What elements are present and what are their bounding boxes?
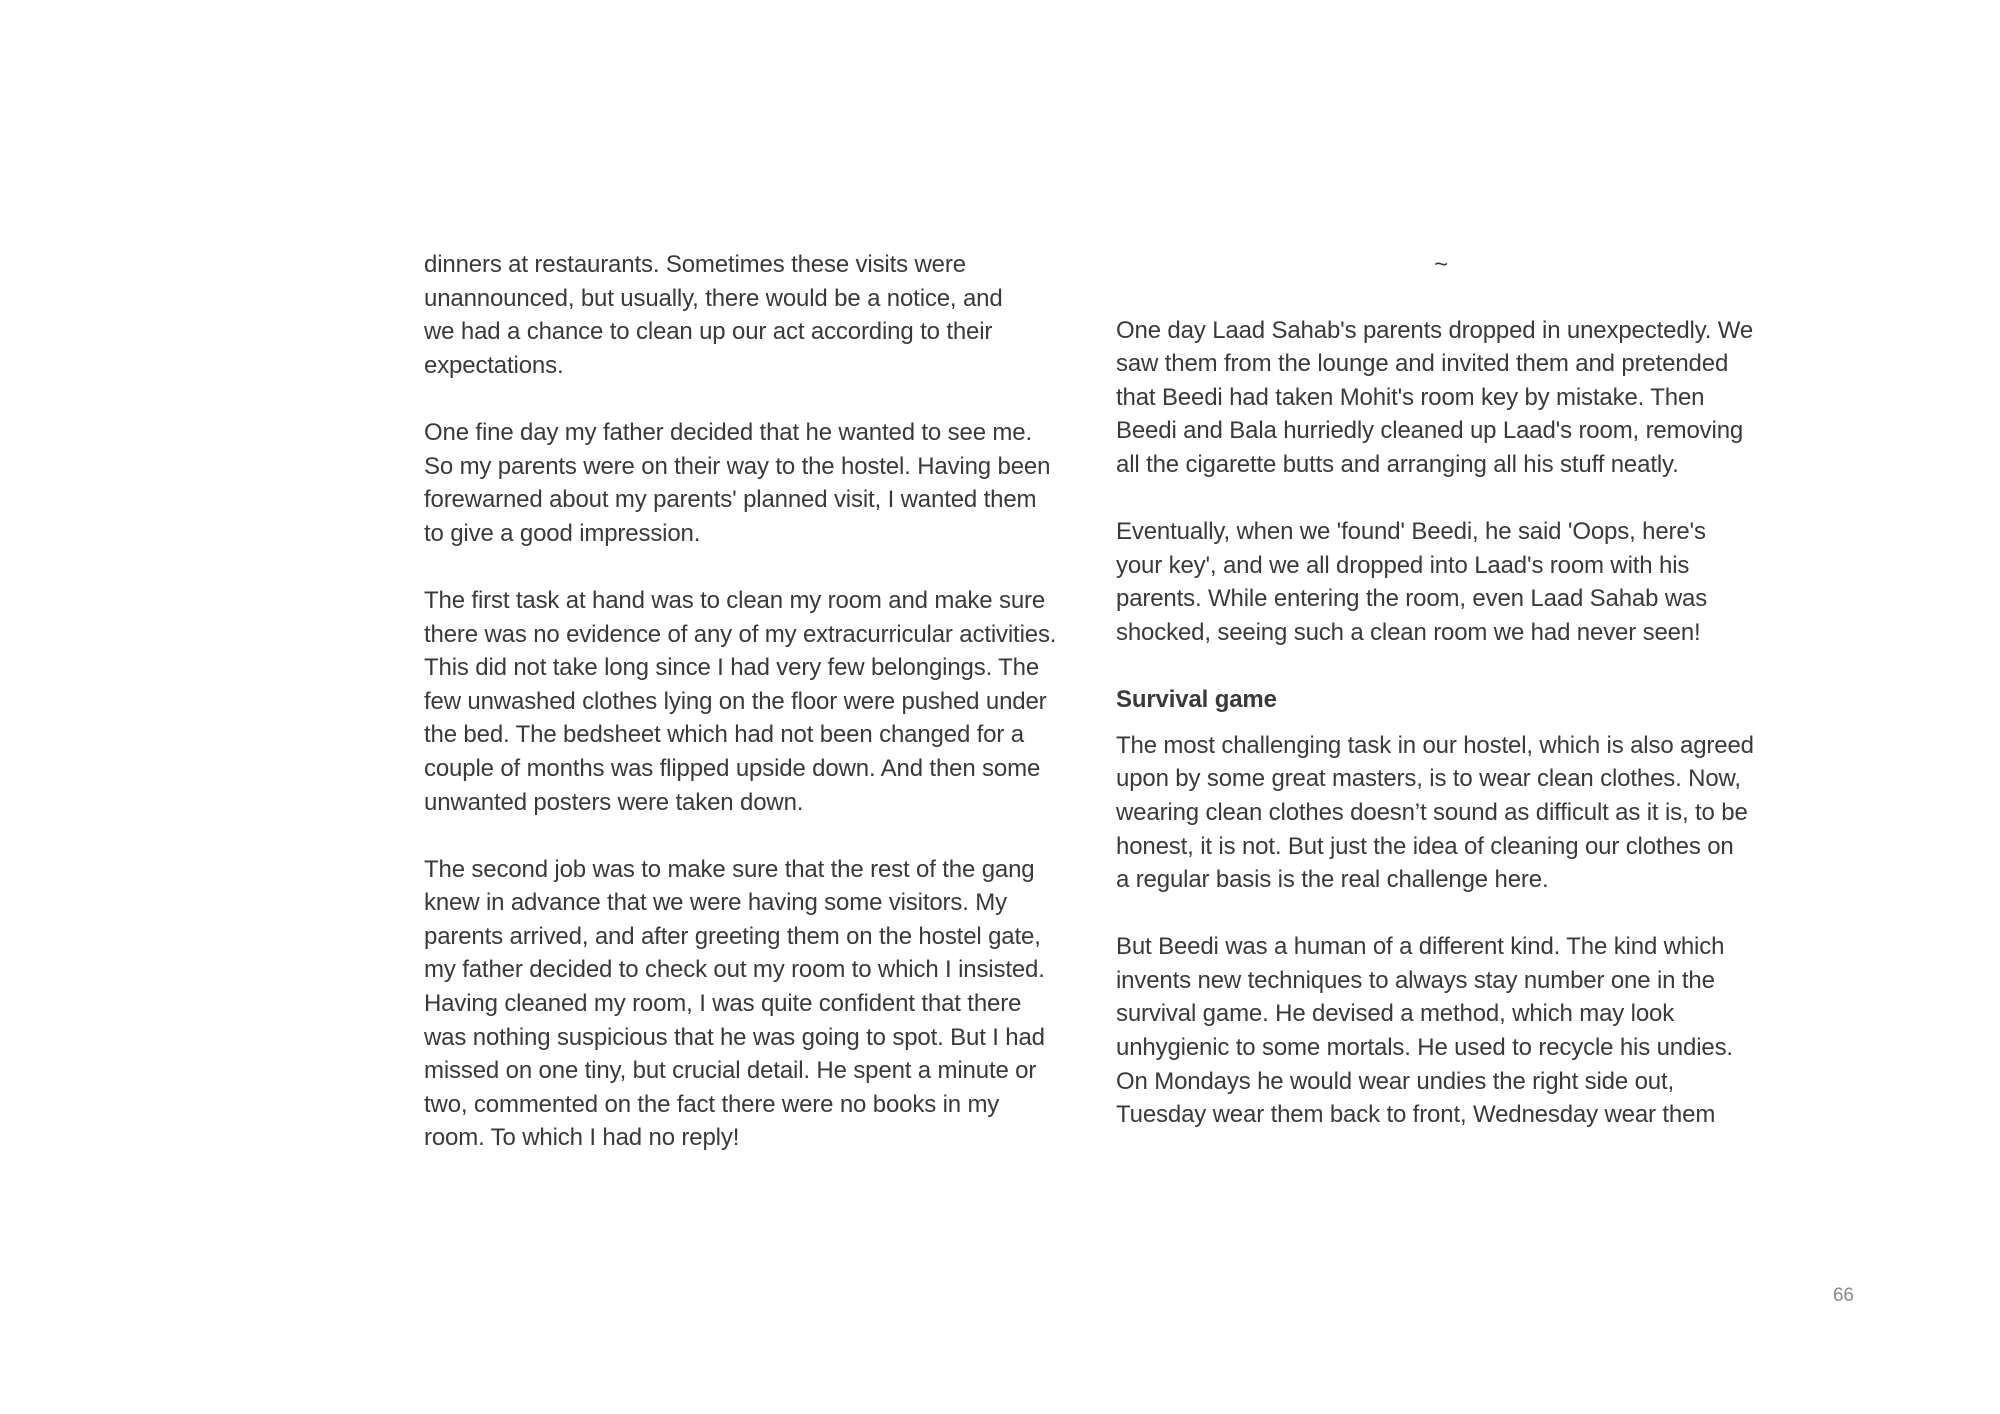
body-paragraph: The most challenging task in our hostel, which is also agreed upon by some great masters, is to wear clean clothes. Now, wearing clean clothes doesn’t sound as difficult as it is, to be honest, it is not. But just the idea of cleaning our clothes on a regular basis is the real challenge here. — [1116, 731, 1754, 894]
scene-separator: ~ — [1434, 251, 1448, 278]
body-paragraph: Eventually, when we 'found' Beedi, he said 'Oops, here's your key', and we all dropped into Laad's room with his parents. While entering the room, even Laad Sahab was shocked, seeing such a clean room we had never seen! — [1116, 518, 1708, 646]
body-paragraph: The first task at hand was to clean my room and make sure there was no evidence of any of my extracurricular activities. This did not take long since I had very few belongings. The few unwashed clothes lying on the floor were pushed under the bed. The bedsheet which had not been changed for a couple of months was flipped upside down. And then some unwanted posters were taken down. — [424, 586, 1057, 816]
section-heading: Survival game — [1116, 686, 1277, 714]
body-paragraph: One fine day my father decided that he wanted to see me. So my parents were on their way to the hostel. Having been forewarned about my parents' planned visit, I wanted them to give a good impression. — [424, 418, 1051, 547]
body-paragraph: One day Laad Sahab's parents dropped in unexpectedly. We saw them from the lounge and invited them and pretended that Beedi had taken Mohit's room key by mistake. Then Beedi and Bala hurriedly cleaned up Laad's room, removing all the cigarette butts and arranging all his stuff neatly. — [1116, 316, 1754, 478]
body-paragraph: dinners at restaurants. Sometimes these visits were unannounced, but usually, there would be a notice, and we had a chance to clean up our act according to their expectations. — [424, 251, 1003, 379]
left-column — [424, 248, 1064, 1189]
page-number: 66 — [1832, 1285, 1854, 1306]
body-paragraph: The second job was to make sure that the rest of the gang knew in advance that we were having some visitors. My parents arrived, and after greeting them on the hostel gate, my father decided to check out my room to which I insisted. Having cleaned my room, I was quite confident that there was nothing suspicious that he was going to spot. But I had missed on one tiny, but crucial detail. He spent a minute or two, commented on the fact there were no books in my room. To which I had no reply! — [424, 855, 1045, 1152]
right-column — [1116, 248, 1766, 1165]
body-paragraph: But Beedi was a human of a different kind. The kind which invents new techniques to always stay number one in the survival game. He devised a method, which may look unhygienic to some mortals. He used to recycle his undies. On Mondays he would wear undies the right side out, Tuesday wear them back to front, Wednesday wear them — [1116, 933, 1733, 1129]
